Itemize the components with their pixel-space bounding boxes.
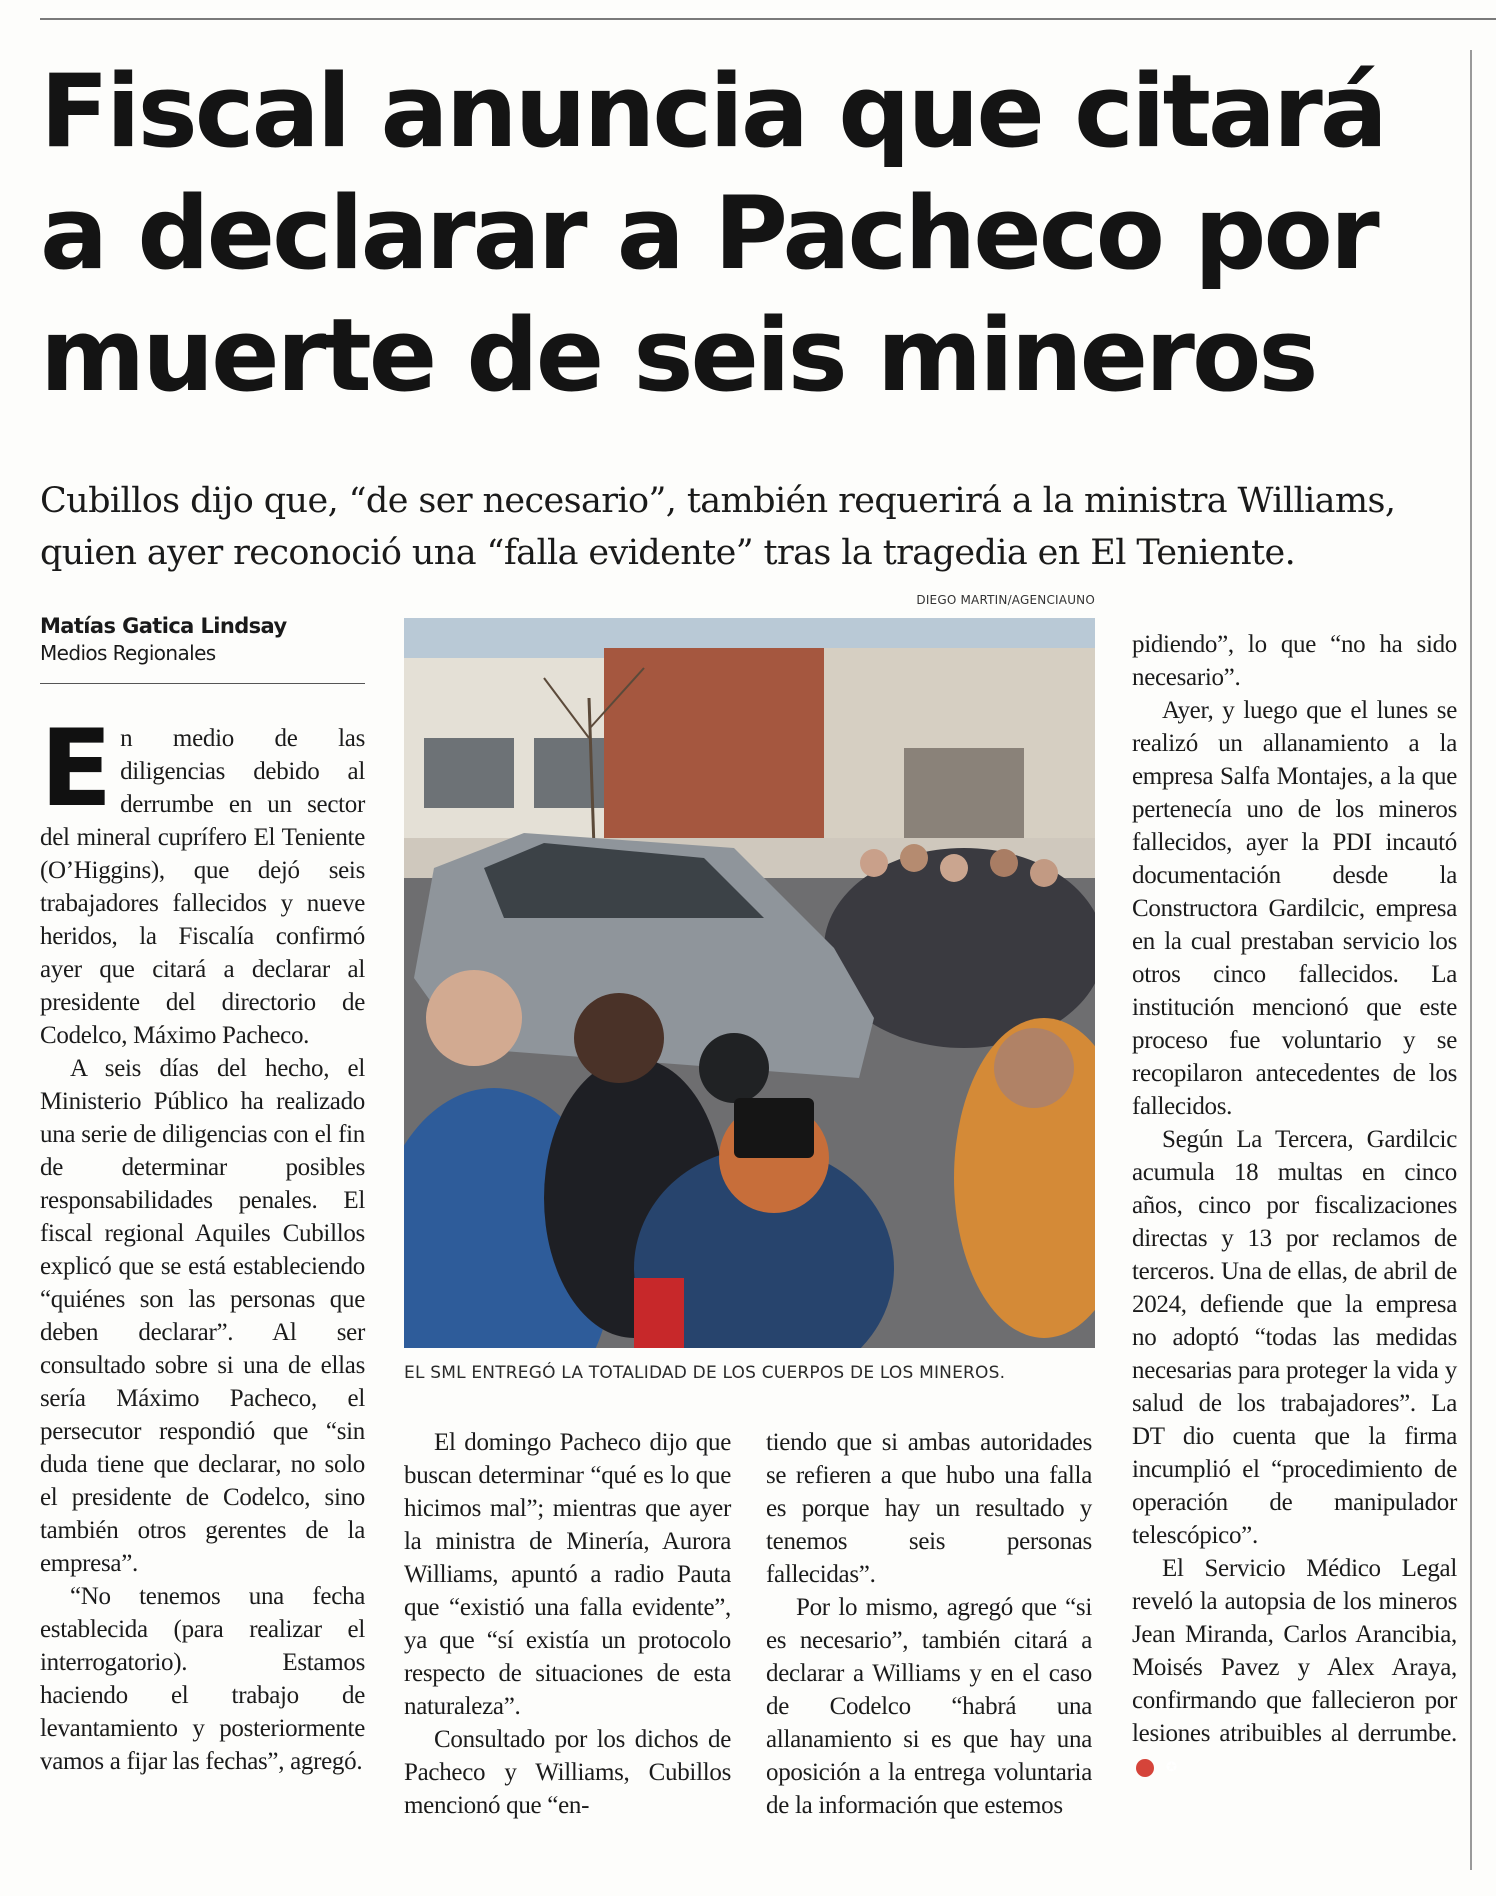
body-paragraph: El domingo Pacheco dijo que buscan determinar “qué es lo que hicimos mal”; mientras que ayer la ministra de Minería, Aurora Williams, apuntó a radio Pauta que “existió una falla evidente”, ya que “sí existía un protocolo respecto de situaciones de esta naturaleza”. [404, 1429, 731, 1720]
photo-caption: EL SML ENTREGÓ LA TOTALIDAD DE LOS CUERPOS DE LOS MINEROS. [404, 1363, 1006, 1383]
body-column-2 [404, 1426, 731, 1822]
body-paragraph: Según La Tercera, Gardilcic acumula 18 multas en cinco años, cinco por fiscalizaciones directas y 13 por reclamos de terceros. Una de ellas, de abril de 2024, defiende que la empresa no adoptó “todas las medidas necesarias para proteger la vida y salud de los trabajadores”. La DT dio cuenta que la firma incumplió el “procedimiento de operación de manipulador telescópico”. [1132, 1126, 1457, 1549]
byline [40, 612, 365, 666]
end-of-article-icon: ✪ [1136, 1759, 1154, 1777]
body-column-4 [1132, 628, 1457, 1783]
body-paragraph [1132, 1552, 1457, 1783]
paragraph-text: El Servicio Médico Legal reveló la autopsia de los mineros Jean Miranda, Carlos Arancibia, Moisés Pavez y Alex Araya, confirmando que fallecieron por lesiones atribuibles al derrumbe. [1132, 1555, 1457, 1747]
news-photo [404, 618, 1095, 1348]
byline-rule [40, 683, 365, 684]
body-paragraph: Ayer, y luego que el lunes se realizó un allanamiento a la empresa Salfa Montajes, a la que pertenecía uno de los mineros fallecidos, ayer la PDI incautó documentación desde la Constructora Gardilcic, empresa en la cual prestaban servicio los otros cinco fallecidos. La institución mencionó que este proceso fue voluntario y se recopilaron antecedentes de los fallecidos. [1132, 697, 1457, 1120]
paragraph-text: n medio de las diligencias debido al derrumbe en un sector del mineral cuprífero El Teniente (O’Higgins), que dejó seis trabajadores fallecidos y nueve heridos, la Fiscalía confirmó ayer que citará a declarar al presidente del directorio de Codelco, Máximo Pacheco. [40, 725, 365, 1049]
deck-subheadline: Cubillos dijo que, “de ser necesario”, también requerirá a la ministra Williams, quien ayer reconoció una “falla evidente” tras la tragedia en El Teniente. [40, 481, 1396, 573]
column-rule [1470, 50, 1472, 1870]
body-paragraph: Consultado por los dichos de Pacheco y Williams, Cubillos mencionó que “en- [404, 1726, 731, 1819]
body-column-1 [40, 707, 365, 1778]
photo-credit: DIEGO MARTIN/AGENCIAUNO [916, 593, 1095, 607]
author-name: Matías Gatica Lindsay [40, 614, 287, 638]
body-paragraph: “No tenemos una fecha establecida (para realizar el interrogatorio). Estamos haciendo el trabajo de levantamiento y posteriormente vamos a fijar las fechas”, agregó. [40, 1583, 365, 1775]
body-paragraph: Por lo mismo, agregó que “si es necesario”, también citará a declarar a Williams y en el caso de Codelco “habrá una allanamiento si es que hay una oposición a la entrega voluntaria de la información que estemos [766, 1594, 1092, 1819]
headline: Fiscal anuncia que citará a declarar a Pacheco por muerte de seis mineros [40, 52, 1385, 414]
body-paragraph: pidiendo”, lo que “no ha sido necesario”. [1132, 631, 1457, 691]
author-outlet: Medios Regionales [40, 641, 216, 665]
body-paragraph: tiendo que si ambas autoridades se refieren a que hubo una falla es porque hay un resultado y tenemos seis personas fallecidas”. [766, 1429, 1092, 1588]
body-paragraph [40, 707, 365, 1052]
top-rule [40, 18, 1496, 20]
body-column-3 [766, 1426, 1092, 1822]
drop-cap: E [40, 707, 113, 830]
body-paragraph: A seis días del hecho, el Ministerio Público ha realizado una serie de diligencias con el fin de determinar posibles responsabilidades penales. El fiscal regional Aquiles Cubillos explicó que se está estableciendo “quiénes son las personas que deben declarar”. Al ser consultado sobre si una de ellas sería Máximo Pacheco, el persecutor respondió que “sin duda tiene que declarar, no solo el presidente de Codelco, sino también otros gerentes de la empresa”. [40, 1055, 365, 1577]
